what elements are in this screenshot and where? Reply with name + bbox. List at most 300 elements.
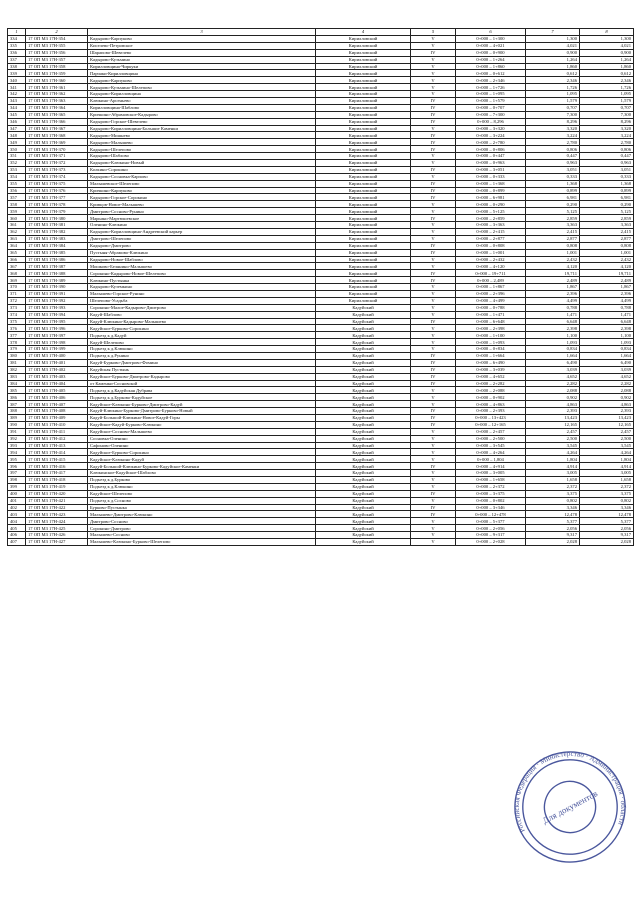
road-name: Кадуй-Бурково-Дмитрово-Фомино	[88, 359, 316, 366]
road-category: V	[411, 483, 456, 490]
district: Кадуйский	[316, 477, 411, 484]
length-km: 2,396	[526, 290, 580, 297]
length-km: 3,545	[526, 442, 580, 449]
chainage-range: 0+000 – 0+834	[456, 346, 526, 353]
table-row	[8, 160, 634, 167]
row-number: 385	[8, 387, 26, 394]
road-category: IV	[411, 111, 456, 118]
road-category: V	[411, 91, 456, 98]
length-total-km: 1,093	[580, 339, 634, 346]
road-category: IV	[411, 215, 456, 222]
chainage-range: 0+000 – 13+423	[456, 414, 526, 421]
length-km: 0,290	[526, 201, 580, 208]
row-number: 375	[8, 318, 26, 325]
district: Кадуйский	[316, 483, 411, 490]
road-name: Кадуйское-Клюкино-Бурково-Дмитрово-Кадуй	[88, 401, 316, 408]
length-total-km: 0,707	[580, 104, 634, 111]
row-number: 365	[8, 249, 26, 256]
row-number: 395	[8, 456, 26, 463]
road-name: Кричкино-Карпуково	[88, 187, 316, 194]
road-category: V	[411, 42, 456, 49]
chainage-range: 0+000 – 1+100	[456, 332, 526, 339]
road-code: 17 OП M3 17Н-408	[26, 408, 88, 415]
road-category: V	[411, 449, 456, 456]
district: Кадуйский	[316, 518, 411, 525]
district: Кирилловский	[316, 111, 411, 118]
row-number: 407	[8, 539, 26, 546]
table-row	[8, 483, 634, 490]
district: Кирилловский	[316, 270, 411, 277]
length-total-km: 2,780	[580, 139, 634, 146]
road-category: V	[411, 290, 456, 297]
road-code: 17 OП M3 17Н-420	[26, 490, 88, 497]
road-name: Кадуйское-Бурково-Сорокино	[88, 449, 316, 456]
chainage-range: 0+000 – 0+333	[456, 173, 526, 180]
length-total-km: 2,346	[580, 77, 634, 84]
table-row	[8, 449, 634, 456]
chainage-range: 0+000 – 1+867	[456, 284, 526, 291]
row-number: 342	[8, 91, 26, 98]
chainage-range: 0+000 – 1+471	[456, 311, 526, 318]
row-number: 400	[8, 490, 26, 497]
length-km: 2,457	[526, 428, 580, 435]
length-total-km: 0,834	[580, 346, 634, 353]
district: Кирилловский	[316, 201, 411, 208]
district: Кирилловский	[316, 235, 411, 242]
district: Кадуйский	[316, 401, 411, 408]
row-number: 399	[8, 483, 26, 490]
road-code: 17 OП M3 17Н-416	[26, 463, 88, 470]
table-row	[8, 539, 634, 546]
road-name: Малышево-Горское-Рунино	[88, 290, 316, 297]
chainage-range: 0+000 – 2+056	[456, 525, 526, 532]
road-category: IV	[411, 139, 456, 146]
road-name: Подъезд к д.Сосново	[88, 497, 316, 504]
table-row	[8, 463, 634, 470]
table-row	[8, 401, 634, 408]
district: Кирилловский	[316, 187, 411, 194]
table-row	[8, 194, 634, 201]
road-name: Пустыня-Абрамово-Клюкино	[88, 249, 316, 256]
table-row	[8, 111, 634, 118]
chainage-range: 0+000 – 0+290	[456, 201, 526, 208]
length-km: 0,834	[526, 346, 580, 353]
chainage-range: 0+000 – 1+300	[456, 36, 526, 43]
road-category: V	[411, 518, 456, 525]
length-total-km: 2,489	[580, 277, 634, 284]
district: Кирилловский	[316, 84, 411, 91]
road-name: Кадырово-Куземкино	[88, 284, 316, 291]
chainage-range: 0+000 – 6+648	[456, 318, 526, 325]
road-name: Кадуй-Клюкино-Бурково-Дмитрово-Бурково-Новый	[88, 408, 316, 415]
road-code: 17 OП M3 17Н-354	[26, 36, 88, 43]
road-name: Кадуйское-Кадуй-Бурково-Клюкино	[88, 421, 316, 428]
row-number: 401	[8, 497, 26, 504]
road-category: IV	[411, 408, 456, 415]
chainage-range: 0+000 – 2+457	[456, 428, 526, 435]
road-code: 17 OП M3 17Н-363	[26, 98, 88, 105]
district: Кирилловский	[316, 49, 411, 56]
district: Кадуйский	[316, 428, 411, 435]
road-code: 17 OП M3 17Н-415	[26, 456, 88, 463]
table-row	[8, 270, 634, 277]
length-km: 0,900	[526, 49, 580, 56]
length-km: 3,224	[526, 132, 580, 139]
length-km: 2,859	[526, 215, 580, 222]
road-code: 17 OП M3 17Н-382	[26, 228, 88, 235]
district: Кирилловский	[316, 180, 411, 187]
length-km: 4,499	[526, 297, 580, 304]
chainage-range: 0+000 – 0+899	[456, 187, 526, 194]
length-km: 3,005	[526, 470, 580, 477]
district: Кирилловский	[316, 160, 411, 167]
length-km: 0,447	[526, 153, 580, 160]
chainage-range: 0+000 – 1+658	[456, 477, 526, 484]
length-km: 2,415	[526, 228, 580, 235]
chainage-range: 0+000 – 2+028	[456, 539, 526, 546]
district: Кирилловский	[316, 104, 411, 111]
road-name: Кадырово-Кузьмино-Шелепово	[88, 84, 316, 91]
length-km: 6,981	[526, 194, 580, 201]
district: Кадуйский	[316, 346, 411, 353]
road-name: Подъезд к д.Кадуй	[88, 332, 316, 339]
road-code: 17 OП M3 17Н-424	[26, 518, 88, 525]
length-total-km: 0,788	[580, 304, 634, 311]
road-category: IV	[411, 242, 456, 249]
chainage-range: 0+000 – 2+282	[456, 380, 526, 387]
chainage-range: 0+000 – 4+652	[456, 373, 526, 380]
road-name: Сосновка-Оленино	[88, 435, 316, 442]
length-km: 1,001	[526, 249, 580, 256]
road-name: Кадуй-Шелепово	[88, 339, 316, 346]
road-category: V	[411, 532, 456, 539]
district: Кирилловский	[316, 56, 411, 63]
length-total-km: 2,500	[580, 435, 634, 442]
length-km: 5,377	[526, 518, 580, 525]
district: Кадуйский	[316, 421, 411, 428]
district: Кирилловский	[316, 139, 411, 146]
col-header-2: 2	[26, 29, 88, 36]
road-category: IV	[411, 146, 456, 153]
table-row	[8, 201, 634, 208]
row-number: 351	[8, 153, 26, 160]
road-name: Подъезд к д.Клюкино	[88, 346, 316, 353]
length-km: 4,652	[526, 373, 580, 380]
length-total-km: 4,264	[580, 449, 634, 456]
district: Кадуйский	[316, 394, 411, 401]
chainage-range: 0+000 – 3+545	[456, 442, 526, 449]
district: Кадуйский	[316, 318, 411, 325]
length-total-km: 0,612	[580, 70, 634, 77]
road-name: Подъезд к д.Рунино	[88, 352, 316, 359]
official-stamp-seal	[511, 748, 629, 866]
table-row	[8, 297, 634, 304]
road-code: 17 OП M3 17Н-400	[26, 352, 88, 359]
road-category: V	[411, 208, 456, 215]
road-category: IV	[411, 463, 456, 470]
length-total-km: 3,320	[580, 125, 634, 132]
district: Кирилловский	[316, 228, 411, 235]
road-category: V	[411, 325, 456, 332]
length-total-km: 0,902	[580, 394, 634, 401]
length-km: 12,165	[526, 421, 580, 428]
table-row	[8, 366, 634, 373]
table-row	[8, 318, 634, 325]
district: Кирилловский	[316, 132, 411, 139]
chainage-range: 0+000 – 7+300	[456, 111, 526, 118]
length-km: 1,471	[526, 311, 580, 318]
length-km: 1,095	[526, 91, 580, 98]
road-code: 17 OП M3 17Н-380	[26, 215, 88, 222]
length-total-km: 5,377	[580, 518, 634, 525]
table-row	[8, 284, 634, 291]
length-total-km: 6,648	[580, 318, 634, 325]
col-header-8: 8	[580, 29, 634, 36]
table-body	[8, 36, 634, 546]
chainage-range: 0+000 – 1+001	[456, 249, 526, 256]
length-total-km: 6,981	[580, 194, 634, 201]
table-row	[8, 98, 634, 105]
length-total-km: 12,478	[580, 511, 634, 518]
chainage-range: 0+000 – 0+802	[456, 497, 526, 504]
road-name: Кадуй-Большой-Клюкино-Новое-Кадуй-Горы	[88, 414, 316, 421]
district: Кирилловский	[316, 91, 411, 98]
row-number: 389	[8, 414, 26, 421]
row-number: 359	[8, 208, 26, 215]
length-km: 1,726	[526, 84, 580, 91]
road-name: Кадырово-Кирилловщина-Большие Каменки	[88, 125, 316, 132]
table-row	[8, 442, 634, 449]
table-row	[8, 456, 634, 463]
chainage-range: 0+000 – 0+902	[456, 394, 526, 401]
road-code: 17 OП M3 17Н-391	[26, 290, 88, 297]
chainage-range: 0+000 – 1+095	[456, 91, 526, 98]
chainage-range: 0+000 – 1+093	[456, 339, 526, 346]
length-km: 3,039	[526, 366, 580, 373]
road-name: Кадырово-Горское-Шевелево	[88, 118, 316, 125]
district: Кирилловский	[316, 284, 411, 291]
road-name: Кадуй-Шаблово	[88, 311, 316, 318]
chainage-range: 0+000 – 3+363	[456, 222, 526, 229]
row-number: 355	[8, 180, 26, 187]
length-total-km: 3,224	[580, 132, 634, 139]
length-km: 1,093	[526, 339, 580, 346]
length-km: 3,051	[526, 166, 580, 173]
table-row	[8, 421, 634, 428]
row-number: 350	[8, 146, 26, 153]
row-number: 384	[8, 380, 26, 387]
row-number: 406	[8, 532, 26, 539]
district: Кадуйский	[316, 497, 411, 504]
road-name: Кадырово-Горское-Сорокино	[88, 194, 316, 201]
table-row	[8, 146, 634, 153]
row-number: 403	[8, 511, 26, 518]
road-code: 17 OП M3 17Н-358	[26, 63, 88, 70]
road-category: V	[411, 263, 456, 270]
length-total-km: 0,333	[580, 173, 634, 180]
chainage-range: 0+000 – 5+377	[456, 518, 526, 525]
road-code: 17 OП M3 17Н-407	[26, 401, 88, 408]
district: Кадуйский	[316, 387, 411, 394]
length-km: 6,648	[526, 318, 580, 325]
district: Кирилловский	[316, 290, 411, 297]
district: Кадуйский	[316, 435, 411, 442]
district: Кадуйский	[316, 539, 411, 546]
length-km: 0,802	[526, 497, 580, 504]
district: Кирилловский	[316, 98, 411, 105]
chainage-range: 0+000 – 1+664	[456, 352, 526, 359]
chainage-range: 0+000 – 0+447	[456, 153, 526, 160]
road-name: Кадырово-Новое-Шаблово	[88, 256, 316, 263]
row-number: 404	[8, 518, 26, 525]
road-name: Кадуйское-Шелепово	[88, 490, 316, 497]
table-row	[8, 497, 634, 504]
road-code: 17 OП M3 17Н-399	[26, 346, 88, 353]
road-category: V	[411, 201, 456, 208]
length-total-km: 1,264	[580, 56, 634, 63]
table-row	[8, 428, 634, 435]
table-row	[8, 228, 634, 235]
road-category: IV	[411, 373, 456, 380]
road-category: IV	[411, 118, 456, 125]
road-name: Кадырово-Шаблово	[88, 153, 316, 160]
road-category: V	[411, 63, 456, 70]
length-total-km: 3,039	[580, 366, 634, 373]
road-name: Кадырово-Кирилловщина-Андреевский карьер	[88, 228, 316, 235]
length-km: 0,612	[526, 70, 580, 77]
road-code: 17 OП M3 17Н-396	[26, 325, 88, 332]
length-km: 4,120	[526, 263, 580, 270]
length-km: 2,780	[526, 139, 580, 146]
chainage-range: 0+000 – 1+264	[456, 56, 526, 63]
row-number: 405	[8, 525, 26, 532]
road-code: 17 OП M3 17Н-383	[26, 235, 88, 242]
road-code: 17 OП M3 17Н-359	[26, 70, 88, 77]
length-total-km: 2,393	[580, 408, 634, 415]
length-km: 2,372	[526, 483, 580, 490]
road-code: 17 OП M3 17Н-389	[26, 277, 88, 284]
road-category: V	[411, 401, 456, 408]
road-category: V	[411, 56, 456, 63]
chainage-range: 0+000 – 4+120	[456, 263, 526, 270]
length-total-km: 4,021	[580, 42, 634, 49]
length-km: 0,806	[526, 146, 580, 153]
row-number: 394	[8, 449, 26, 456]
row-number: 368	[8, 270, 26, 277]
road-category: V	[411, 339, 456, 346]
chainage-range: 0+000 – 2+877	[456, 235, 526, 242]
table-row	[8, 56, 634, 63]
district: Кадуйский	[316, 525, 411, 532]
length-total-km: 3,005	[580, 470, 634, 477]
road-category: IV	[411, 249, 456, 256]
road-code: 17 OП M3 17Н-410	[26, 421, 88, 428]
road-category: V	[411, 470, 456, 477]
table-row	[8, 166, 634, 173]
road-code: 17 OП M3 17Н-394	[26, 311, 88, 318]
road-code: 17 OП M3 17Н-356	[26, 49, 88, 56]
table-row	[8, 332, 634, 339]
road-code: 17 OП M3 17Н-372	[26, 160, 88, 167]
row-number: 390	[8, 421, 26, 428]
road-name: Кадырово-Кузьмино	[88, 56, 316, 63]
chainage-range: 0+000 – 5+125	[456, 208, 526, 215]
col-header-1: 1	[8, 29, 26, 36]
district: Кирилловский	[316, 36, 411, 43]
road-category: V	[411, 442, 456, 449]
length-total-km: 0,290	[580, 201, 634, 208]
row-number: 366	[8, 256, 26, 263]
table-row	[8, 139, 634, 146]
chainage-range: 0+000 – 0+808	[456, 242, 526, 249]
length-km: 12,478	[526, 511, 580, 518]
chainage-range: 0+000 – 0+900	[456, 49, 526, 56]
chainage-range: 0+000 – 1+726	[456, 84, 526, 91]
chainage-range: 0+000 – 3+346	[456, 504, 526, 511]
road-name: Шарапово-Шевелево	[88, 49, 316, 56]
length-total-km: 1,658	[580, 477, 634, 484]
road-name: Кадырово-Малышево	[88, 139, 316, 146]
road-category: V	[411, 332, 456, 339]
district: Кирилловский	[316, 153, 411, 160]
chainage-range: 0+000 – 2+859	[456, 215, 526, 222]
road-code: 17 OП M3 17Н-402	[26, 366, 88, 373]
road-code: 17 OП M3 17Н-418	[26, 477, 88, 484]
road-name: Дмитрово-Сосново	[88, 518, 316, 525]
row-number: 336	[8, 49, 26, 56]
length-total-km: 9,317	[580, 532, 634, 539]
length-total-km: 1,867	[580, 284, 634, 291]
road-code: 17 OП M3 17Н-395	[26, 318, 88, 325]
road-code: 17 OП M3 17Н-387	[26, 263, 88, 270]
road-name: Кадырово-Карпуково	[88, 36, 316, 43]
road-register-table	[7, 28, 634, 546]
row-number: 362	[8, 228, 26, 235]
table-row	[8, 352, 634, 359]
district: Кадуйский	[316, 511, 411, 518]
table-row	[8, 208, 634, 215]
district: Кадуйский	[316, 470, 411, 477]
length-total-km: 1,300	[580, 36, 634, 43]
district: Кадуйский	[316, 332, 411, 339]
row-number: 349	[8, 139, 26, 146]
row-number: 339	[8, 70, 26, 77]
chainage-range: 0+000 – 6+981	[456, 194, 526, 201]
road-category: V	[411, 125, 456, 132]
road-name: Кадырово-Клюкино-Новый	[88, 160, 316, 167]
row-number: 388	[8, 408, 26, 415]
road-category: V	[411, 173, 456, 180]
district: Кадуйский	[316, 304, 411, 311]
district: Кадуйский	[316, 311, 411, 318]
row-number: 383	[8, 373, 26, 380]
row-number: 391	[8, 428, 26, 435]
table-row	[8, 235, 634, 242]
length-km: 6,490	[526, 359, 580, 366]
road-category: IV	[411, 414, 456, 421]
road-code: 17 OП M3 17Н-412	[26, 435, 88, 442]
district: Кирилловский	[316, 242, 411, 249]
length-total-km: 1,368	[580, 180, 634, 187]
road-category: IV	[411, 270, 456, 277]
length-total-km: 1,001	[580, 249, 634, 256]
row-number: 340	[8, 77, 26, 84]
length-km: 4,264	[526, 449, 580, 456]
length-total-km: 0,808	[580, 242, 634, 249]
road-name: Дмитрово-Шелепово	[88, 235, 316, 242]
road-category: IV	[411, 359, 456, 366]
road-category: V	[411, 222, 456, 229]
